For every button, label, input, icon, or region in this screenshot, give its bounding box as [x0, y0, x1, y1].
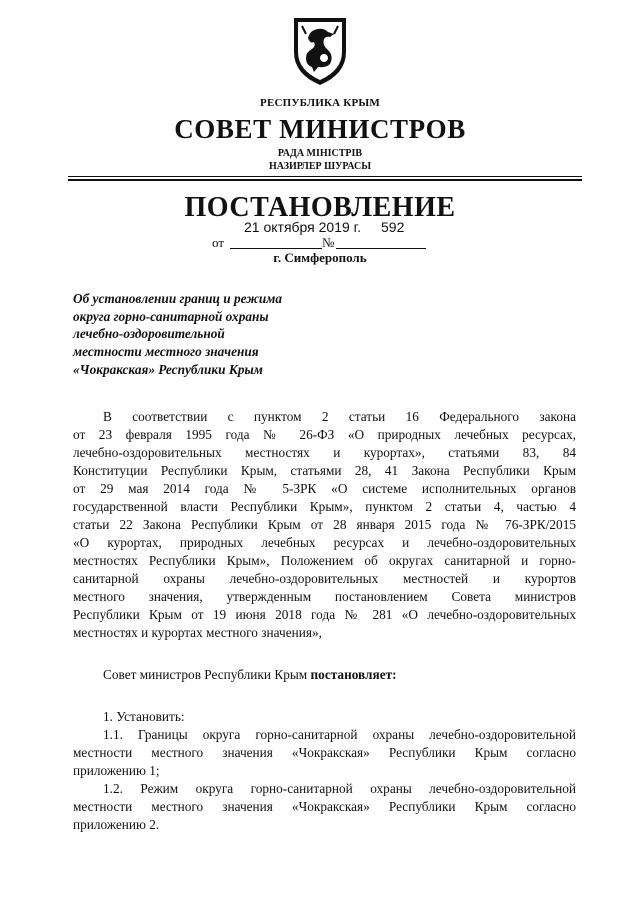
item-1-1-line: местности местного значения «Чокракская» Республики Крым согласно [73, 745, 576, 760]
resolution-line [73, 666, 576, 684]
decree-body [73, 408, 576, 834]
subject-line: округа горно-санитарной охраны [73, 308, 269, 324]
item-1-1-line: приложению 1; [73, 763, 160, 778]
decree-date: 21 октября 2019 г. [244, 219, 361, 235]
preamble-line: лечебно-оздоровительных местностях и курортах», статьями 83, 84 [73, 445, 576, 460]
decree-title: ПОСТАНОВЛЕНИЕ [184, 192, 456, 223]
item-1-2-line: приложению 2. [73, 817, 160, 832]
preamble-line: местностях Республики Крым», Положением об округах санитарной и горно- [73, 553, 576, 568]
subject-line: «Чокракская» Республики Крым [73, 361, 263, 377]
number-label: № [322, 235, 335, 250]
subject-line: местности местного значения [73, 344, 259, 360]
resolution-text: Совет министров Республики Крым [103, 667, 311, 682]
preamble-line: статьи 22 Закона Республики Крым от 28 января 2015 года № 76-ЗРК/2015 [73, 517, 576, 532]
subject-line: лечебно-оздоровительной [73, 326, 225, 342]
from-label: от [212, 235, 225, 250]
preamble-line: местного значения, утвержденным постановлением Совета министров [73, 589, 576, 604]
preamble-line: Республики Крым от 19 июня 2018 года № 281 «О лечебно-оздоровительных [73, 607, 576, 622]
preamble-line: «О курортах, природных лечебных ресурсах и лечебно-оздоровительных [73, 535, 576, 550]
preamble-line: Конституции Республики Крым, статьями 28, 41 Закона Республики Крым [73, 463, 576, 478]
header-divider-thin [68, 176, 582, 177]
header-divider-thick [68, 179, 582, 181]
item-1-1-line: 1.1. Границы округа горно-санитарной охраны лечебно-оздоровительной [103, 727, 576, 742]
item-1-2-line: 1.2. Режим округа горно-санитарной охраны лечебно-оздоровительной [103, 781, 576, 796]
crimea-coat-of-arms-icon [288, 12, 352, 88]
number-underline [336, 248, 426, 249]
preamble-line: местностях и курортах местного значения», [73, 625, 322, 640]
decree-subject [73, 290, 282, 379]
item-1-2-line: местности местного значения «Чокракская» Республики Крым согласно [73, 799, 576, 814]
republic-label: РЕСПУБЛИКА КРЫМ [260, 97, 380, 109]
ukrainian-name: РАДА МІНІСТРІВ [277, 148, 363, 159]
tatar-name: НАЗИРЛЕР ШУРАСЫ [268, 161, 372, 172]
subject-line: Об установлении границ и режима [73, 291, 283, 306]
preamble-line: государственной власти Республики Крым», пунктом 2 статьи 4, частью 4 [73, 499, 576, 514]
preamble-line: В соответствии с пунктом 2 статьи 16 Федерального закона [103, 409, 576, 424]
resolution-verb: постановляет: [310, 667, 397, 682]
city-label: г. Симферополь [273, 250, 367, 265]
decree-number: 592 [381, 219, 405, 235]
item-1: 1. Установить: [103, 709, 185, 724]
preamble-line: от 29 мая 2014 года № 5-ЗРК «О системе исполнительных органов [73, 481, 576, 496]
date-underline [230, 248, 322, 249]
council-title: СОВЕТ МИНИСТРОВ [174, 114, 466, 144]
preamble-line: от 23 февраля 1995 года № 26-ФЗ «О природных лечебных ресурсах, [73, 427, 576, 442]
preamble-line: санитарной охраны лечебно-оздоровительных местностей и курортов [73, 571, 576, 586]
